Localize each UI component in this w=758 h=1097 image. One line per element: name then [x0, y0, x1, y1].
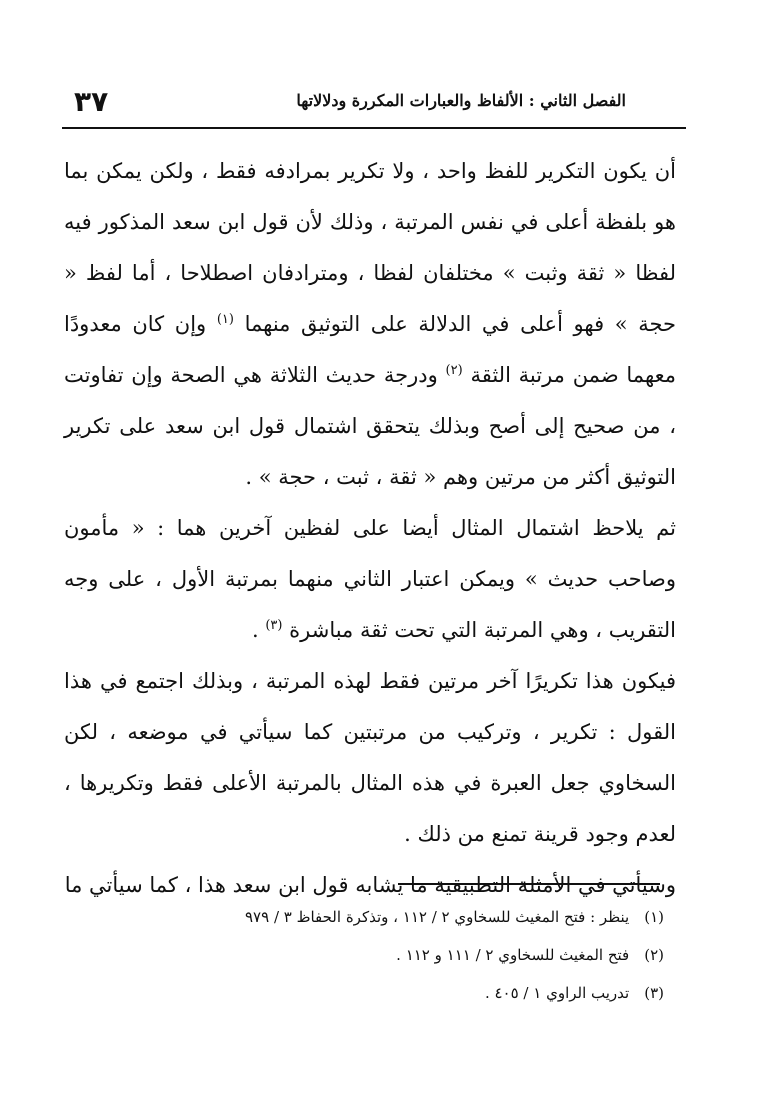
footnote-ref-1[interactable]: (١): [216, 312, 234, 327]
paragraph-2-text-a: ثم يلاحظ اشتمال المثال أيضا على لفظين آخرين هما : « مأمون وصاحب حديث » ويمكن اعتبار الثاني منهما بمرتبة الأول ، على وجه التقريب ، وهي المرتبة التي تحت ثقة مباشرة: [64, 516, 676, 642]
footnote-ref-2[interactable]: (٢): [445, 363, 463, 378]
header-rule: [62, 127, 686, 129]
footnote-text: فتح المغيث للسخاوي ٢ / ١١١ و ١١٢ .: [396, 946, 630, 964]
paragraph-3: فيكون هذا تكريرًا آخر مرتين فقط لهذه المرتبة ، وبذلك اجتمع في هذا القول : تكرير ، وتركيب من مرتبتين كما سيأتي في موضعه ، لكن السخاوي جعل العبرة في هذه المثال بالمرتبة الأعلى فقط وتكريرها ، لعدم وجود قرينة تمنع من ذلك .: [64, 669, 676, 846]
running-title: الفصل الثاني : الألفاظ والعبارات المكررة ودلالاتها: [296, 91, 626, 110]
footnote-2: [72, 936, 664, 974]
page-header: [72, 84, 686, 124]
footnote-number: (٢): [644, 946, 664, 964]
footnote-number: (١): [644, 908, 664, 926]
paragraph-2-text-b: .: [251, 618, 259, 642]
paragraph-1-text-c: ودرجة حديث الثلاثة هي الصحة وإن تفاوتت ، من صحيح إلى أصح وبذلك يتحقق اشتمال قول ابن سعد على تكرير التوثيق أكثر من مرتين وهم « ثقة ، ثبت ، حجة » .: [64, 363, 676, 489]
footnotes: [72, 898, 664, 1012]
paragraph-1: [64, 146, 676, 503]
body-text: [64, 146, 676, 911]
footnote-rule: [398, 883, 660, 885]
paragraph-2: [64, 503, 676, 656]
footnote-number: (٣): [644, 984, 664, 1002]
paragraph-1-text-b: وإن كان معدودًا معهما ضمن مرتبة الثقة: [64, 312, 676, 387]
paragraph-1-text-a: أن يكون التكرير للفظ واحد ، ولا تكرير بمرادفه فقط ، ولكن يمكن بما هو بلفظة أعلى في نفس المرتبة ، وذلك لأن قول ابن سعد المذكور فيه لفظا « ثقة وثبت » مختلفان لفظا ، ومترادفان اصطلاحا ، أما لفظ « حجة » فهو أعلى في الدلالة على التوثيق منهما: [64, 159, 676, 336]
footnote-ref-3[interactable]: (٣): [265, 618, 283, 633]
footnote-text: تدريب الراوي ١ / ٤٠٥ .: [484, 984, 630, 1002]
page-number: ٣٧: [74, 85, 109, 118]
footnote-1: [72, 898, 664, 936]
footnote-text: ينظر : فتح المغيث للسخاوي ٢ / ١١٢ ، وتذكرة الحفاظ ٣ / ٩٧٩: [245, 908, 630, 926]
footnote-3: [72, 974, 664, 1012]
paragraph-4: وسيأتي في الأمثلة التطبيقية ما يشابه قول ابن سعد هذا ، كما سيأتي ما: [64, 873, 676, 897]
